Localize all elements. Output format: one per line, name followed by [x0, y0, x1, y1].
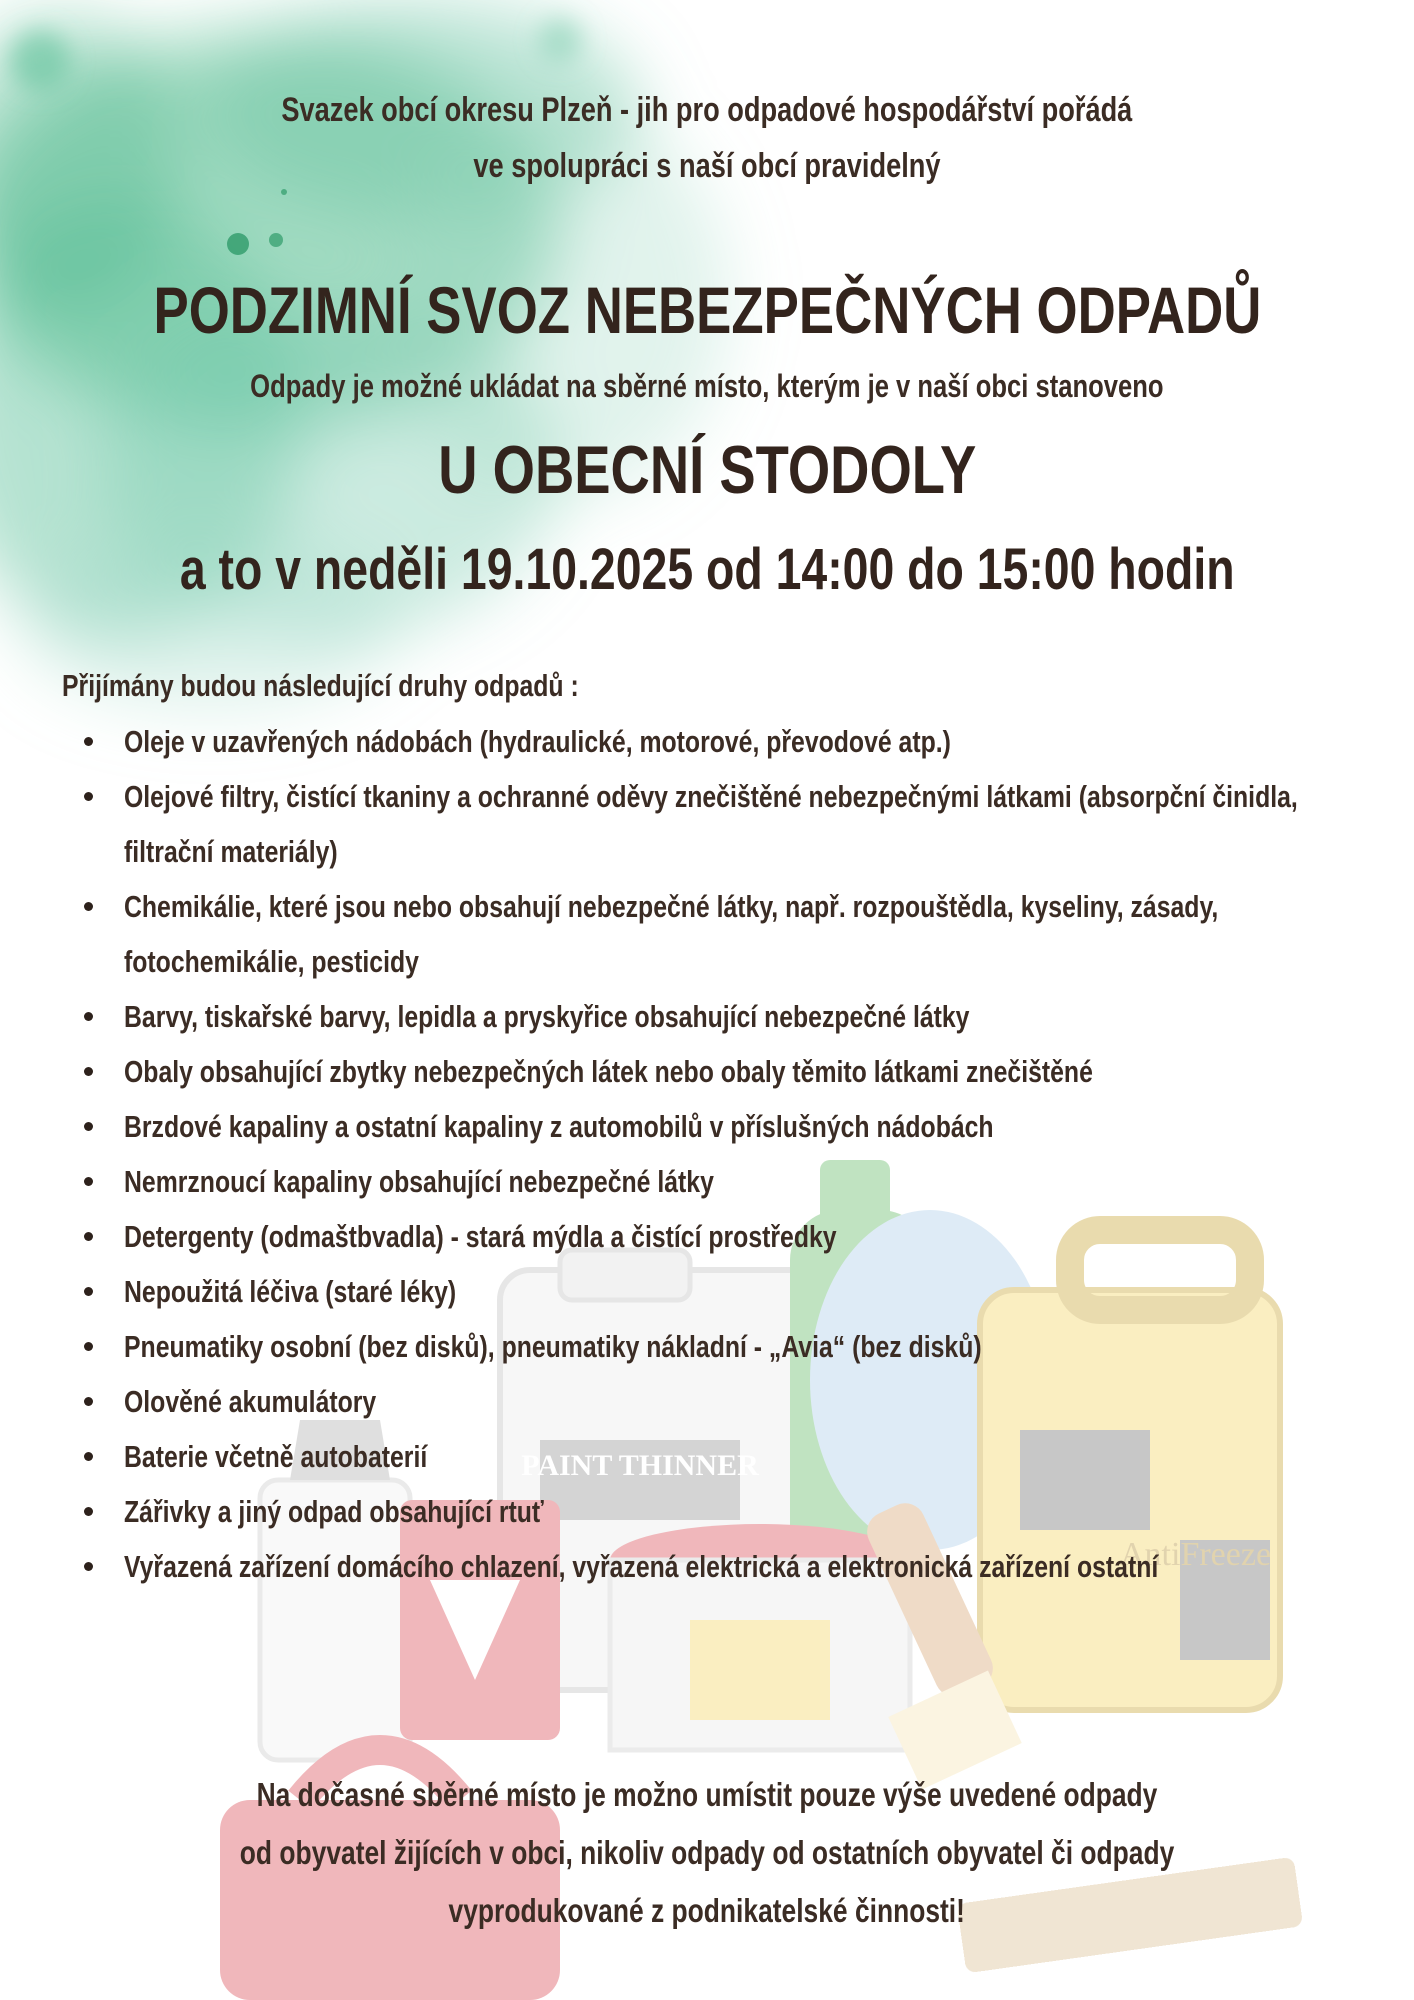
place-text: U OBECNÍ STODOLY [437, 432, 977, 508]
list-item: Nepoužitá léčiva (staré léky) [80, 1264, 1370, 1319]
waste-list [80, 714, 1370, 1594]
intro-text [0, 82, 1414, 194]
date-text: a to v neděli 19.10.2025 od 14:00 do 15:00 hodin [179, 537, 1235, 602]
list-item: Vyřazená zařízení domácího chlazení, vyřazená elektrická a elektronická zařízení ostatní [80, 1539, 1370, 1594]
list-item: Olověné akumulátory [80, 1374, 1370, 1429]
list-item: Nemrznoucí kapaliny obsahující nebezpečné látky [80, 1154, 1370, 1209]
closing-notice [0, 1766, 1414, 1940]
collection-place [0, 428, 1414, 512]
list-item: Barvy, tiskařské barvy, lepidla a pryskyřice obsahující nebezpečné látky [80, 989, 1370, 1044]
notice-line-3: vyprodukované z podnikatelské činnosti! [448, 1892, 966, 1929]
paint-thinner-label: PAINT THINNER [521, 1449, 759, 1482]
list-item: Chemikálie, které jsou nebo obsahují nebezpečné látky, např. rozpouštědla, kyseliny, zásady, fotochemikálie, pesticidy [80, 879, 1370, 989]
list-heading-text: Přijímány budou následující druhy odpadů : [62, 668, 579, 703]
list-item: Olejové filtry, čistící tkaniny a ochranné oděvy znečištěné nebezpečnými látkami (absorpční činidla, filtrační materiály) [80, 769, 1370, 879]
notice-line-1: Na dočasné sběrné místo je možno umístit pouze výše uvedené odpady [256, 1776, 1158, 1813]
list-item: Oleje v uzavřených nádobách (hydraulické, motorové, převodové atp.) [80, 714, 1370, 769]
list-item: Detergenty (odmaštbvadla) - stará mýdla a čistící prostředky [80, 1209, 1370, 1264]
list-item: Baterie včetně autobaterií [80, 1429, 1370, 1484]
notice-line-2: od obyvatel žijících v obci, nikoliv odpady od ostatních obyvatel či odpady [239, 1834, 1175, 1871]
title-text: PODZIMNÍ SVOZ NEBEZPEČNÝCH ODPADŮ [153, 273, 1261, 347]
list-item: Brzdové kapaliny a ostatní kapaliny z automobilů v příslušných nádobách [80, 1099, 1370, 1154]
antifreeze-label: AntiFreeze [1120, 1536, 1272, 1573]
list-heading [62, 664, 708, 708]
list-item: Obaly obsahující zbytky nebezpečných látek nebo obaly těmito látkami znečištěné [80, 1044, 1370, 1099]
list-item: Zářivky a jiný odpad obsahující rtuť [80, 1484, 1370, 1539]
subtitle-text: Odpady je možné ukládat na sběrné místo, kterým je v naší obci stanoveno [250, 368, 1164, 404]
list-item: Pneumatiky osobní (bez disků), pneumatiky nákladní - „Avia“ (bez disků) [80, 1319, 1370, 1374]
collection-point-subtitle [0, 364, 1414, 408]
intro-line-1: Svazek obcí okresu Plzeň - jih pro odpadové hospodářství pořádá [281, 91, 1133, 129]
page-title [0, 270, 1414, 350]
collection-date [0, 532, 1414, 608]
intro-line-2: ve spolupráci s naší obcí pravidelný [473, 147, 941, 185]
